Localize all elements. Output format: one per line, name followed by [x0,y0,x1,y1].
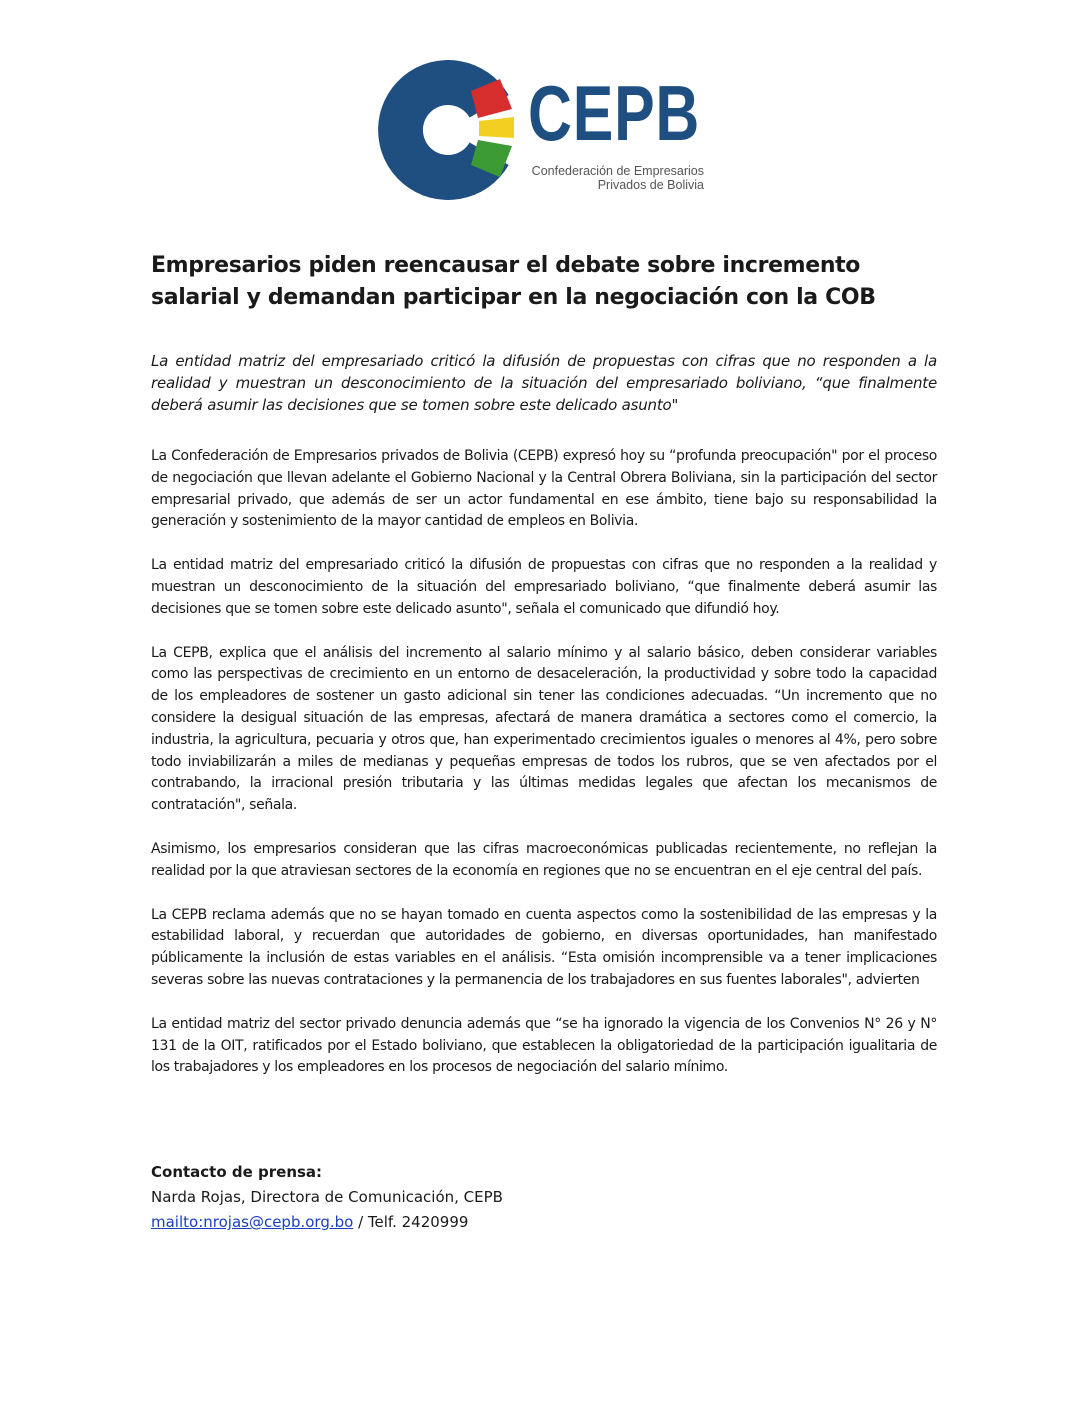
press-contact-label: Contacto de prensa: [151,1163,323,1181]
logo-yellow-wedge [479,117,514,138]
press-contact [151,1160,937,1235]
headline-line2: salarial y demandan participar en la negociación con la COB [151,285,876,310]
cepb-emblem-icon [378,60,518,200]
body-paragraph: La Confederación de Empresarios privados de Bolivia (CEPB) expresó hoy su “profunda preocupación" por el proceso de negociación que llevan adelante el Gobierno Nacional y la Central Obrera Boliviana, sin la participación del sector empresarial privado, que además de ser un actor fundamental en ese ámbito, tiene bajo su responsabilidad la generación y sostenimiento de la mayor cantidad de empleos en Bolivia. [151,448,937,530]
logo-subtitle [530,164,704,192]
phone-text: / Telf. 2420999 [353,1213,469,1231]
body-paragraph: La entidad matriz del sector privado denuncia además que “se ha ignorado la vigencia de los Convenios N° 26 y N° 131 de la OIT, ratificados por el Estado boliviano, que establecen la obligatoriedad de la participación igualitaria de los trabajadores y los empleadores en los procesos de negociación del salario mínimo. [151,1015,937,1076]
headline [151,250,941,314]
body-paragraph: La CEPB, explica que el análisis del incremento al salario mínimo y al salario básico, deben considerar variables como las perspectivas de crecimiento en un entorno de desaceleración, la productividad y sobre todo la capacidad de los empleadores de sostener un gasto adicional sin tener las condiciones adecuadas. “Un incremento que no considere la desigual situación de las empresas, afectará de manera dramática a sectores como el comercio, la industria, la agricultura, pecuaria y otros que, han experimentado crecimientos iguales o menores al 4%, pero sobre todo inviabilizarán a miles de medianas y pequeñas empresas de todos los rubros, que se ven afectados por el contrabando, la irracional presión tributaria y las últimas medidas legales que afectan los mecanismos de contratación", señala. [151,644,937,814]
logo-subtitle-line2: Privados de Bolivia [597,178,704,192]
press-contact-person: Narda Rojas, Directora de Comunicación, CEPB [151,1188,503,1206]
lead-paragraph: La entidad matriz del empresariado criticó la difusión de propuestas con cifras que no responden a la realidad y muestran un desconocimiento de la situación del empresariado boliviano, “que finalmente deberá asumir las decisiones que se tomen sobre este delicado asunto" [151,352,937,414]
press-contact-details [151,1210,937,1235]
body-paragraph: Asimismo, los empresarios consideran que las cifras macroeconómicas publicadas recientemente, no reflejan la realidad por la que atraviesan sectores de la economía en regiones que no se encuentran en el eje central del país. [151,840,937,879]
logo-wordmark: CEPB [528,69,701,157]
article-body [151,446,937,1101]
logo-subtitle-line1: Confederación de Empresarios [531,164,704,178]
email-link[interactable]: mailto:nrojas@cepb.org.bo [151,1213,354,1231]
body-paragraph: La entidad matriz del empresariado criticó la difusión de propuestas con cifras que no responden a la realidad y muestran un desconocimiento de la situación del empresariado boliviano, “que finalmente deberá asumir las decisiones que se tomen sobre este delicado asunto", señala el comunicado que difundió hoy. [151,557,937,617]
cepb-logo [378,60,718,200]
body-paragraph: La CEPB reclama además que no se hayan tomado en cuenta aspectos como la sostenibilidad de las empresas y la estabilidad laboral, y recuerdan que autoridades de gobierno, en diversas oportunidades, han manifestado públicamente la inclusión de estas variables en el análisis. “Esta omisión incomprensible va a tener implicaciones severas sobre las nuevas contrataciones y la permanencia de los trabajadores en sus fuentes laborales", advierten [151,906,937,988]
headline-line1: Empresarios piden reencausar el debate sobre incremento [151,253,861,278]
